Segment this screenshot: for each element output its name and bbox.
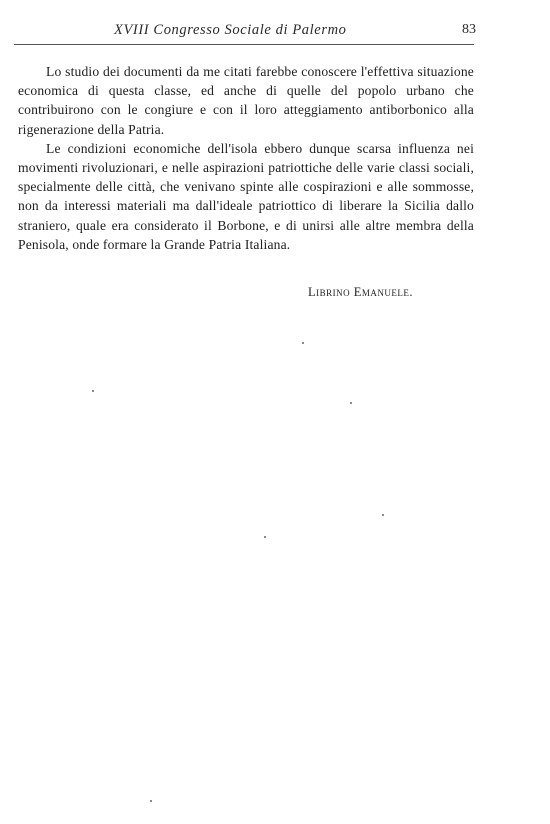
header-rule <box>14 44 474 45</box>
paper-speck <box>264 536 266 538</box>
paragraph-1: Lo studio dei documenti da me citati farebbe conoscere l'effettiva situazione economica di questa classe, ed anche di quelle del popolo urbano che contribuirono con le congiure e con il loro atteggiamento antiborbonico alla rigenerazione della Patria. <box>18 64 474 137</box>
paper-speck <box>302 342 304 344</box>
paper-speck <box>92 390 94 392</box>
running-header <box>14 22 476 44</box>
paper-speck <box>350 402 352 404</box>
header-title: XVIII Congresso Sociale di Palermo <box>114 22 347 38</box>
body-text <box>18 62 474 254</box>
paper-speck <box>150 800 152 802</box>
paragraph-2: Le condizioni economiche dell'isola ebbero dunque scarsa influenza nei movimenti rivoluzionari, e nelle aspirazioni patriottiche delle varie classi sociali, specialmente delle città, che venivano spinte alle cospirazioni e alle sommosse, non da interessi materiali ma dall'ideale patriottico di liberare la Sicilia dallo straniero, quale era considerato il Borbone, e di unirsi alle altre membra della Penisola, onde formare la Grande Patria Italiana. <box>18 140 474 252</box>
paper-speck <box>382 514 384 516</box>
page-number: 83 <box>462 22 476 37</box>
author-signature: Librino Emanuele. <box>308 285 414 299</box>
